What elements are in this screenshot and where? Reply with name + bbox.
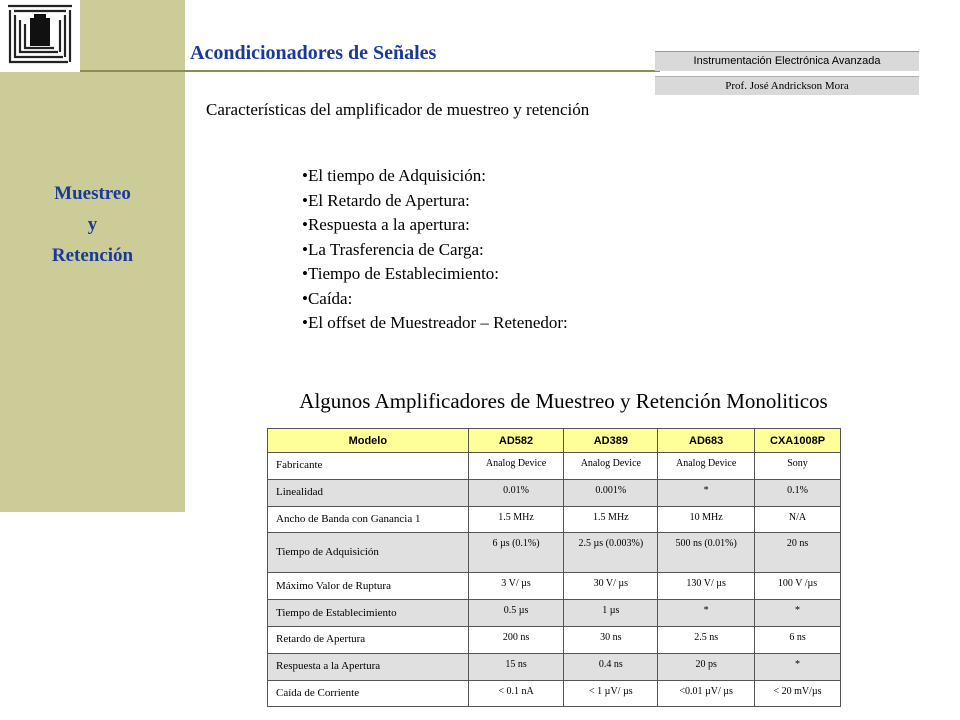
header-cell: Modelo <box>268 429 469 453</box>
page-title: Acondicionadores de Señales <box>190 42 437 64</box>
list-item: • Respuesta a la apertura: <box>302 213 568 238</box>
value-cell: 2.5 ns <box>658 626 755 653</box>
section-title-line-3: Retención <box>51 245 134 266</box>
header-cell: AD389 <box>564 429 658 453</box>
table-row <box>268 453 841 480</box>
value-cell: * <box>755 653 841 680</box>
table-row <box>268 626 841 653</box>
value-cell: 30 ns <box>564 626 658 653</box>
table-header-row <box>268 429 841 453</box>
value-cell: N/A <box>755 506 841 533</box>
university-logo-icon <box>0 0 80 72</box>
row-label-cell: Ancho de Banda con Ganancia 1 <box>268 506 469 533</box>
characteristics-list <box>302 164 568 336</box>
section-title-line-1: Muestreo <box>54 183 131 204</box>
value-cell: 0.4 ns <box>564 653 658 680</box>
row-label-cell: Tiempo de Establecimiento <box>268 600 469 627</box>
value-cell: Analog Device <box>658 453 755 480</box>
list-item: • La Trasferencia de Carga: <box>302 238 568 263</box>
section-title <box>0 178 185 271</box>
value-cell: 1 µs <box>564 600 658 627</box>
professor-label: Prof. José Andrickson Mora <box>655 76 919 95</box>
value-cell: Analog Device <box>468 453 564 480</box>
row-label-cell: Respuesta a la Apertura <box>268 653 469 680</box>
value-cell: 1.5 MHz <box>468 506 564 533</box>
value-cell: Analog Device <box>564 453 658 480</box>
table-row <box>268 653 841 680</box>
value-cell: 20 ps <box>658 653 755 680</box>
value-cell: 1.5 MHz <box>564 506 658 533</box>
row-label-cell: Fabricante <box>268 453 469 480</box>
value-cell: 0.001% <box>564 479 658 506</box>
value-cell: 200 ns <box>468 626 564 653</box>
header-cell: AD582 <box>468 429 564 453</box>
value-cell: 2.5 µs (0.003%) <box>564 533 658 573</box>
list-item: • Tiempo de Establecimiento: <box>302 262 568 287</box>
value-cell: 6 µs (0.1%) <box>468 533 564 573</box>
table-title: Algunos Amplificadores de Muestreo y Retención Monoliticos <box>299 389 828 413</box>
list-item: • El offset de Muestreador – Retenedor: <box>302 311 568 336</box>
value-cell: <0.01 µV/ µs <box>658 680 755 707</box>
value-cell: < 0.1 nA <box>468 680 564 707</box>
slide-subtitle: Características del amplificador de muestreo y retención <box>206 100 590 119</box>
amplifier-table <box>267 428 841 707</box>
header-cell: CXA1008P <box>755 429 841 453</box>
course-label: Instrumentación Electrónica Avanzada <box>655 51 919 71</box>
list-item: • El Retardo de Apertura: <box>302 189 568 214</box>
value-cell: 100 V /µs <box>755 573 841 600</box>
list-item: • El tiempo de Adquisición: <box>302 164 568 189</box>
table-row <box>268 680 841 707</box>
header-cell: AD683 <box>658 429 755 453</box>
section-title-line-2: y <box>87 214 98 235</box>
row-label-cell: Retardo de Apertura <box>268 626 469 653</box>
value-cell: < 20 mV/µs <box>755 680 841 707</box>
value-cell: < 1 µV/ µs <box>564 680 658 707</box>
table-row <box>268 479 841 506</box>
header-rule <box>80 70 660 72</box>
table-row <box>268 506 841 533</box>
value-cell: 500 ns (0.01%) <box>658 533 755 573</box>
value-cell: 15 ns <box>468 653 564 680</box>
row-label-cell: Máximo Valor de Ruptura <box>268 573 469 600</box>
row-label-cell: Caída de Corriente <box>268 680 469 707</box>
value-cell: 3 V/ µs <box>468 573 564 600</box>
university-logo <box>0 0 80 72</box>
table-row <box>268 533 841 573</box>
value-cell: 30 V/ µs <box>564 573 658 600</box>
table-row <box>268 600 841 627</box>
row-label-cell: Linealidad <box>268 479 469 506</box>
value-cell: 0.1% <box>755 479 841 506</box>
value-cell: Sony <box>755 453 841 480</box>
value-cell: * <box>658 600 755 627</box>
value-cell: * <box>658 479 755 506</box>
value-cell: 0.5 µs <box>468 600 564 627</box>
value-cell: 20 ns <box>755 533 841 573</box>
value-cell: * <box>755 600 841 627</box>
table-row <box>268 573 841 600</box>
row-label-cell: Tiempo de Adquisición <box>268 533 469 573</box>
value-cell: 130 V/ µs <box>658 573 755 600</box>
value-cell: 6 ns <box>755 626 841 653</box>
value-cell: 10 MHz <box>658 506 755 533</box>
list-item: • Caída: <box>302 287 568 312</box>
value-cell: 0.01% <box>468 479 564 506</box>
